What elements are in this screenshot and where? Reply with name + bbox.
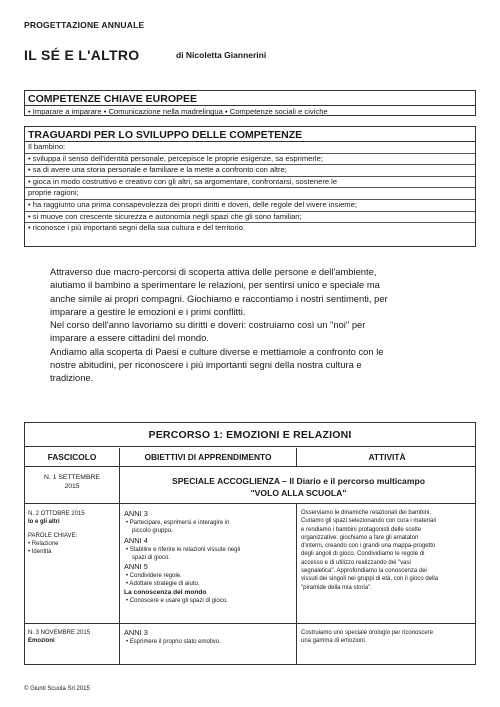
attivita-line: Osserviamo le dinamiche relazionali dei bambini. — [301, 510, 432, 516]
table-row-3-fascicolo — [25, 624, 120, 665]
obiettivo-item: • Partecipare, esprimersi e interagire in — [126, 520, 230, 526]
traguardi-item: • ha raggiunto una prima consapevolezza dei propri diritti e doveri, delle regole del vivere insieme; — [25, 200, 475, 212]
traguardi-item: • si muove con crescente sicurezza e autonomia negli spazi che gli sono familiari; — [25, 212, 475, 224]
anni-label: ANNI 4 — [124, 535, 148, 545]
table-row-2-obiettivi — [120, 504, 297, 624]
attivita-line: d'interni, creando con i grandi una mappa-progetto — [301, 543, 436, 550]
attivita-line: segnaletica". Approfondiamo la conoscenza dei — [301, 568, 427, 575]
parola-chiave: • Relazione — [28, 540, 59, 547]
traguardi-item: • gioca in modo costruttivo e creativo con gli altri, sa argomentare, confrontarsi, sostenere le — [25, 177, 475, 189]
intro-line: Nel corso dell'anno lavoriamo su diritti e doveri: costruiamo così un "noi" per — [50, 319, 366, 331]
intro-line: aiutiamo il bambino a sperimentare le relazioni, per sentirsi unico e speciale ma — [50, 279, 380, 291]
fascicolo-name: Emozioni — [28, 638, 55, 645]
copyright-footer: © Giunti Scuola Srl 2015 — [24, 686, 90, 692]
table-row-2-attivita — [297, 504, 476, 624]
traguardi-box — [24, 126, 476, 247]
competenze-title: COMPETENZE CHIAVE EUROPEE — [25, 91, 475, 106]
fascicolo-date: N. 2 OTTOBRE 2015 — [28, 511, 85, 517]
intro-line: nostre abitudini, per riconoscere i più importanti segni della nostra cultura e — [50, 359, 362, 371]
document-title: IL SÉ E L'ALTRO — [24, 47, 140, 63]
traguardi-item: • sa di avere una storia personale e familiare e la mette a confronto con altre; — [25, 165, 475, 177]
table-row-1-fascicolo — [25, 467, 120, 504]
attivita-line: vissuti dei singoli nei gruppi di età, con il gioco della — [301, 576, 439, 583]
intro-line: tradizione. — [50, 372, 94, 384]
intro-line: imparare a essere cittadini del mondo. — [50, 332, 209, 344]
document-label: PROGETTAZIONE ANNUALE — [24, 20, 145, 30]
table-title: PERCORSO 1: EMOZIONI E RELAZIONI — [25, 423, 475, 447]
obiettivo-item: piccolo gruppo. — [132, 528, 173, 535]
traguardi-item: proprie ragioni; — [25, 188, 475, 200]
fascicolo-number: N. 1 SETTEMBRE — [44, 474, 100, 481]
accoglienza-subtitle: "VOLO ALLA SCUOLA" — [250, 488, 347, 498]
anni-label: ANNI 5 — [124, 562, 148, 572]
col-header-obiettivi: OBIETTIVI DI APPRENDIMENTO — [120, 448, 297, 467]
fascicolo-name: Io e gli altri — [28, 519, 60, 526]
table-row-3-attivita — [297, 624, 476, 665]
obiettivo-item: • Condividere regole. — [126, 573, 182, 580]
anni-label: ANNI 3 — [124, 509, 148, 518]
intro-line: anche simile ai propri compagni. Giochiamo e raccontiamo i nostri sentimenti, per — [50, 292, 388, 304]
intro-paragraph — [50, 265, 480, 385]
document-author: di Nicoletta Giannerini — [176, 50, 267, 60]
table-row-2-fascicolo — [25, 504, 120, 624]
table-row-1-accoglienza — [120, 467, 476, 504]
traguardi-item: • riconosce i più importanti segni della sua cultura e del territorio. — [28, 223, 246, 233]
attivita-line: una gamma di emozioni. — [301, 638, 367, 645]
intro-line: imparare a gestire le emozioni e i primi conflitti. — [50, 305, 246, 317]
accoglienza-title: SPECIALE ACCOGLIENZA – Il Diario e il percorso multicampo — [172, 476, 425, 486]
traguardi-title: TRAGUARDI PER LO SVILUPPO DELLE COMPETENZE — [25, 127, 475, 142]
obiettivo-item: • Conoscere e usare gli spazi di gioco. — [126, 598, 228, 605]
attivita-line: e rendiamo i bambini protagonisti delle scelte — [301, 526, 422, 533]
col-header-attivita: ATTIVITÀ — [297, 448, 476, 467]
intro-line: Attraverso due macro-percorsi di scoperta attiva delle persone e dell'ambiente, — [50, 266, 377, 277]
traguardi-intro: Il bambino: — [25, 142, 475, 154]
fascicolo-year: 2015 — [64, 483, 80, 490]
fascicolo-date: N. 3 NOVEMBRE 2015 — [28, 630, 91, 636]
parola-chiave: • Identità — [28, 549, 52, 556]
anni-label: ANNI 3 — [124, 628, 148, 637]
attivita-line: Curiamo gli spazi selezionando con cura i materiali — [301, 518, 437, 525]
table-row-3-obiettivi — [120, 624, 297, 665]
obiettivo-item: • Adottare strategie di aiuto. — [126, 581, 200, 588]
competenze-text: • Imparare a imparare • Comunicazione nella madrelingua • Competenze sociali e civiche — [28, 107, 328, 116]
obiettivo-item: • Esprimere il proprio stato emotivo. — [126, 639, 221, 645]
obiettivo-item: • Stabilire e riferire le relazioni vissute negli — [126, 546, 241, 553]
attivita-line: degli angoli di gioco. Condividiamo le regole di — [301, 551, 425, 558]
conoscenza-label: La conoscenza del mondo — [124, 588, 207, 596]
parole-chiave-label: PAROLE CHIAVE: — [28, 532, 78, 539]
col-header-fascicolo: FASCICOLO — [25, 448, 120, 467]
attivita-line: "piramide della mia storia". — [301, 584, 372, 591]
intro-line: Andiamo alla scoperta di Paesi e culture diverse e mettiamole a confronto con le — [50, 345, 384, 357]
percorso-table — [24, 422, 476, 665]
attivita-line: Costruiamo uno speciale orologio per riconoscere — [301, 630, 434, 636]
attivita-line: organizzative: giochiamo a fare gli amatatori — [301, 534, 419, 541]
attivita-line: accesso e di utilizzo realizzando dei "vasi — [301, 559, 411, 566]
competenze-box — [24, 90, 476, 116]
traguardi-item: • sviluppa il senso dell'identità personale, percepisce le proprie esigenze, sa esprimerle; — [25, 154, 475, 166]
obiettivo-item: spazi di gioco. — [132, 554, 171, 561]
